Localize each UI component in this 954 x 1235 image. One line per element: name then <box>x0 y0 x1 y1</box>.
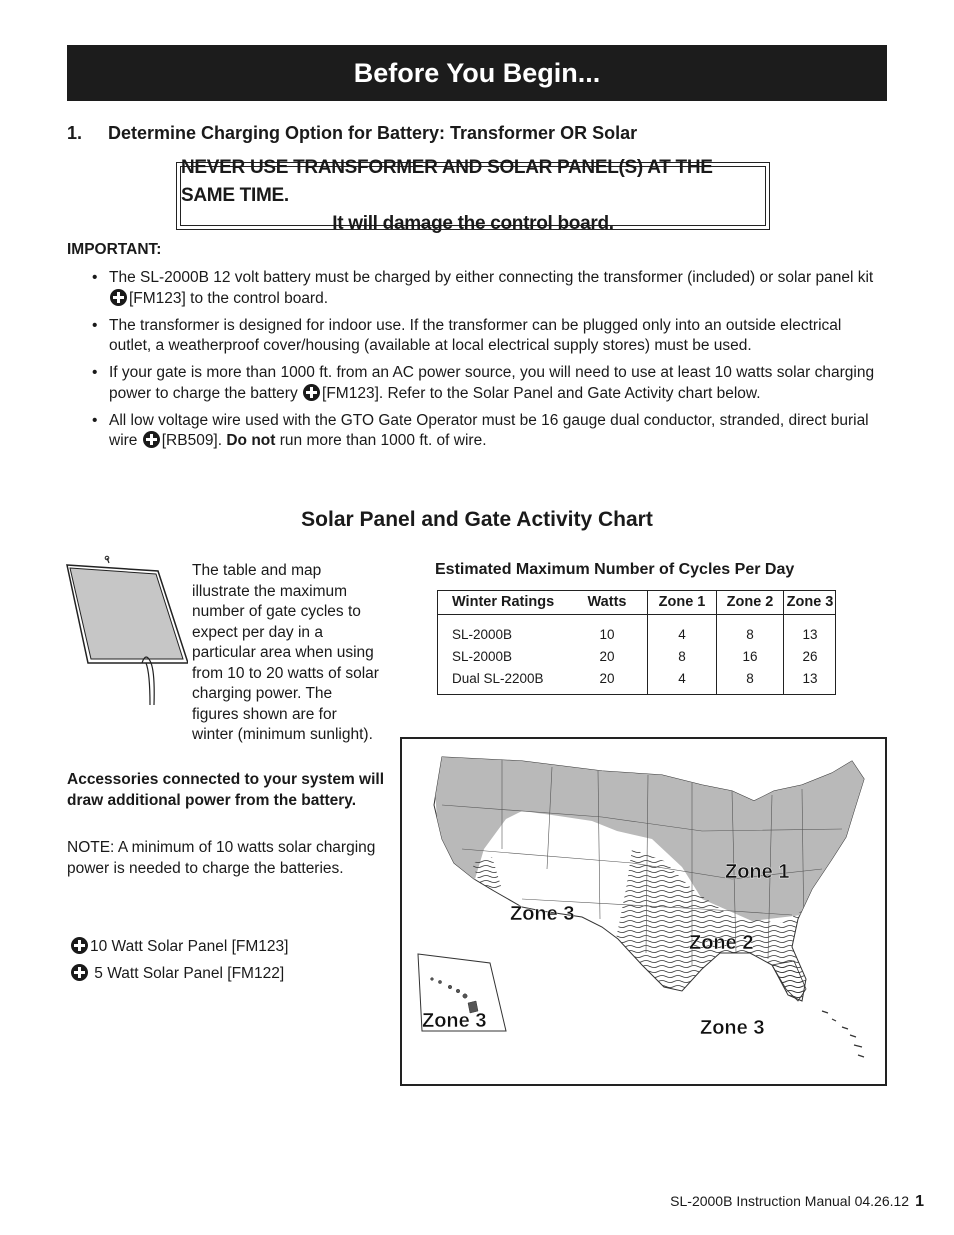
chart-section-title: Solar Panel and Gate Activity Chart <box>301 508 653 531</box>
list-item: • The transformer is designed for indoor use. If the transformer can be plugged only into an outside electrical outlet, a weatherproof cover/housing (available at local electrical supply stores) must be used. <box>90 316 880 357</box>
step-title: Determine Charging Option for Battery: Transformer OR Solar <box>108 123 638 143</box>
column-header: Winter Ratings <box>437 590 567 615</box>
accessory-plus-icon <box>71 964 88 981</box>
list-item: 10 Watt Solar Panel [FM123] <box>70 933 288 960</box>
column-header: Zone 3 <box>784 590 837 615</box>
cycles-table-title: Estimated Maximum Number of Cycles Per Day <box>435 561 795 578</box>
list-item: • The SL-2000B 12 volt battery must be charged by either connecting the transformer (included) or solar panel kit [FM123] to the control board. <box>90 268 880 309</box>
accessory-plus-icon <box>303 384 320 401</box>
table-row: Dual SL-2200B 20 4 8 13 <box>437 667 836 694</box>
accessories-note: Accessories connected to your system will draw additional power from the battery. <box>67 771 385 809</box>
warning-line-2: It will damage the control board. <box>332 213 614 234</box>
page-banner <box>67 45 887 101</box>
page-footer <box>670 1193 924 1211</box>
list-item: 5 Watt Solar Panel [FM122] <box>70 960 288 987</box>
page-number: 1 <box>915 1193 924 1210</box>
warning-box <box>176 157 770 234</box>
list-item: • All low voltage wire used with the GTO Gate Operator must be 16 gauge dual conductor, stranded, direct burial wire [RB509]. Do not run more than 1000 ft. of wire. <box>90 411 880 452</box>
important-label: IMPORTANT: <box>67 241 162 258</box>
table-row: SL-2000B 20 8 16 26 <box>437 645 836 667</box>
accessory-plus-icon <box>143 431 160 448</box>
zone-2-label: Zone 2 <box>689 932 754 954</box>
column-header: Watts <box>567 590 648 615</box>
accessory-plus-icon <box>110 289 127 306</box>
warning-line-1: NEVER USE TRANSFORMER AND SOLAR PANEL(S) AT THE SAME TIME. <box>181 157 713 206</box>
step-heading <box>67 123 637 144</box>
footer-doc-title: SL-2000B Instruction Manual 04.26.12 <box>670 1193 910 1209</box>
table-header-row <box>437 590 836 615</box>
accessory-list <box>70 933 288 987</box>
cycles-table <box>437 590 836 694</box>
solar-panel-illustration <box>60 555 188 705</box>
zone-1-label: Zone 1 <box>725 861 790 883</box>
panel-description: The table and map illustrate the maximum number of gate cycles to expect per day in a particular area when using from 10 to 20 watts of solar charging power. The figures shown are for winter (minimum sunlight). <box>192 562 379 743</box>
zone-3-hawaii-label: Zone 3 <box>422 1010 487 1032</box>
step-number: 1. <box>67 123 83 143</box>
table-row: SL-2000B 10 4 8 13 <box>437 615 836 646</box>
banner-title: Before You Begin... <box>353 57 601 88</box>
us-map-illustration <box>402 739 885 1084</box>
important-list <box>90 268 880 458</box>
minimum-power-note: NOTE: A minimum of 10 watts solar charging power is needed to charge the batteries. <box>67 839 376 877</box>
column-header: Zone 2 <box>717 590 784 615</box>
accessory-plus-icon <box>71 937 88 954</box>
zone-map <box>400 737 887 1086</box>
zone-3-west-label: Zone 3 <box>510 903 575 925</box>
zone-3-south-label: Zone 3 <box>700 1017 765 1039</box>
column-header: Zone 1 <box>648 590 717 615</box>
list-item: • If your gate is more than 1000 ft. from an AC power source, you will need to use at least 10 watts solar charging power to charge the battery [FM123]. Refer to the Solar Panel and Gate Activity chart below. <box>90 363 880 404</box>
